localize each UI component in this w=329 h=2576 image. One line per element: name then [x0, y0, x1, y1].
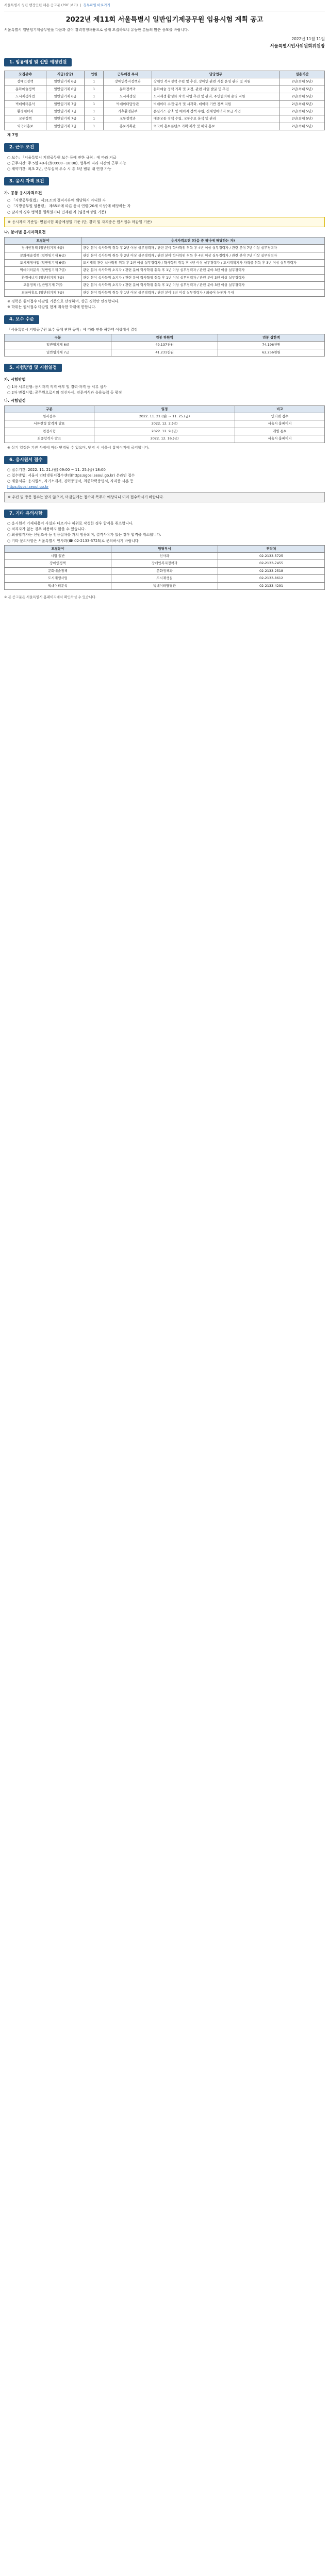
bullet-mark: ○	[7, 533, 12, 537]
table-cell: 관련 분야 석사학위 소지자 / 관련 분야 학사학위 취득 후 1년 이상 실무경력자 / 관련 분야 3년 이상 실무경력자	[81, 267, 325, 274]
table-cell: 일반임기제 7급	[5, 349, 111, 356]
table-cell: 도시재생실	[104, 93, 152, 100]
table-cell: 시험 일반	[5, 553, 111, 560]
table-cell: 외국어홍보 (일반임기제 7급)	[5, 289, 81, 296]
table-row	[5, 560, 325, 567]
list-item	[7, 538, 325, 544]
table-cell: 2년(최대 5년)	[280, 123, 325, 130]
section-2-header: 2. 근무 조건	[4, 143, 39, 151]
table-cell: 2년(최대 5년)	[280, 78, 325, 86]
table-cell: 관련 분야 학사학위 취득 후 1년 이상 실무경력자 / 관련 분야 3년 이상 실무경력자 / 외국어 능통자 우대	[81, 289, 325, 296]
column-header: 구분	[5, 405, 94, 413]
table-cell: 온실가스 감축 및 에너지 정책 수립, 신재생에너지 보급 사업	[152, 108, 279, 115]
table-cell: 2년(최대 5년)	[280, 115, 325, 123]
table-cell: 일반임기제 6급	[46, 86, 85, 93]
table-cell: 원서접수	[5, 413, 94, 420]
breadcrumb: 서울특별시 청년 행정인턴 채용 공고문 (PDF 보기)	[4, 3, 78, 7]
column-header: 인원	[85, 71, 104, 78]
list-item	[7, 204, 325, 209]
list-item-text: 남자의 경우 병역을 필하였거나 면제된 자 (임용예정일 기준)	[11, 210, 106, 214]
attachment-link[interactable]: 첨부파일 바로가기	[83, 3, 110, 7]
table-cell: 2년(최대 5년)	[280, 100, 325, 108]
column-header: 모집분야	[5, 71, 46, 78]
column-header: 비고	[235, 405, 325, 413]
list-item-text: 최종합격자는 신원조사 등 임용절차를 거쳐 임용되며, 결격사유가 있는 경우 합격을 취소합니다.	[11, 533, 161, 537]
table-cell: 외국어 홍보콘텐츠 기획·제작 및 해외 홍보	[152, 123, 279, 130]
section-7-header: 7. 기타 유의사항	[4, 510, 47, 518]
table-cell: 2년(최대 5년)	[280, 108, 325, 115]
bullet-mark: ○	[7, 391, 12, 395]
table-row	[5, 289, 325, 296]
table-cell: 1	[85, 86, 104, 93]
bullet-mark: ○	[7, 167, 12, 172]
bullet-mark: ○	[7, 479, 12, 484]
table-cell: 1	[85, 123, 104, 130]
table-cell: 장애인복지정책과	[104, 78, 152, 86]
bullet-mark: ○	[7, 155, 12, 160]
table-cell: 02-2133-4291	[218, 582, 325, 589]
table-cell: 빅데이터 수집·분석 및 시각화, 데이터 기반 정책 지원	[152, 100, 279, 108]
section-3-header: 3. 응시 자격 요건	[4, 177, 49, 185]
table-cell: 빅데이터담당관	[111, 582, 218, 589]
contact-table	[4, 545, 325, 590]
bullet-mark: ○	[7, 204, 12, 209]
qualification-table	[4, 237, 325, 297]
table-cell: 교통정책 (일반임기제 7급)	[5, 282, 81, 289]
table-cell: 장애인정책	[5, 560, 111, 567]
table-cell: 도시계획 관련 석사학위 취득 후 2년 이상 실무경력자 / 학사학위 취득 후 4년 이상 실무경력자 / 도시계획기사 자격증 취득 후 3년 이상 실무경력자	[81, 260, 325, 267]
salary-table	[4, 334, 325, 357]
issuing-agency: 서울특별시인사위원회위원장	[270, 44, 325, 49]
bullet-mark: ○	[7, 468, 12, 472]
table-cell: 외국어홍보	[5, 123, 46, 130]
bullet-mark: ○	[7, 198, 12, 203]
table-row	[5, 575, 325, 582]
table-cell: 관련 분야 석사학위 소지자 / 관련 분야 학사학위 취득 후 1년 이상 실무경력자 / 관련 분야 3년 이상 실무경력자	[81, 282, 325, 289]
table-cell: 장애인정책	[5, 78, 46, 86]
table-cell: 일반임기제 6급	[46, 78, 85, 86]
table-cell: 일반임기제 6급	[46, 93, 85, 100]
table-cell: 02-2133-5725	[218, 553, 325, 560]
table-cell: 교통정책과	[104, 115, 152, 123]
list-item	[7, 467, 325, 472]
table-row	[5, 267, 325, 274]
list-item	[7, 384, 325, 389]
list-item	[7, 532, 325, 537]
table-row	[5, 93, 325, 100]
table-cell: 일반임기제 7급	[46, 115, 85, 123]
table-cell: 02-2133-2518	[218, 567, 325, 574]
table-cell: 일반임기제 7급	[46, 123, 85, 130]
exam-method-heading: 가. 시험방법	[4, 377, 26, 382]
table-cell: 장애인정책 (일반임기제 6급)	[5, 245, 81, 252]
list-item-text: 접수방법: 서울시 인터넷원서접수센터(https://gosi.seoul.go.kr) 온라인 접수	[11, 473, 135, 478]
table-row	[5, 260, 325, 267]
table-cell: 문화예술 정책 기획 및 조정, 관련 사업 발굴 및 추진	[152, 86, 279, 93]
table-cell: 41,231천원	[111, 349, 218, 356]
table-row	[5, 100, 325, 108]
top-bar: 서울특별시 청년 행정인턴 채용 공고문 (PDF 보기) | 첨부파일 바로가기	[4, 2, 325, 11]
table-cell: 도시재생사업	[5, 93, 46, 100]
list-item	[7, 473, 325, 478]
page-title: 2022년 제11회 서울특별시 일반임기제공무원 임용시험 계획 공고	[65, 16, 264, 24]
list-item	[7, 521, 325, 526]
column-header: 임용기간	[280, 71, 325, 78]
table-cell: 빅데이터분석	[5, 582, 111, 589]
list-item-text: 제출서류: 응시원서, 자기소개서, 경력증명서, 최종학력증명서, 자격증 사본 등	[11, 479, 134, 484]
bullet-mark: ○	[7, 527, 12, 532]
list-item-text: 1차 서류전형: 응시자격 적격 여부 및 경력·자격 등 서류 심사	[11, 385, 107, 389]
table-cell: 2022. 12. 2.(금)	[94, 420, 235, 428]
table-cell: 도시재생 활성화 지역 사업 추진 및 관리, 주민협의체 운영 지원	[152, 93, 279, 100]
list-item	[7, 390, 325, 395]
table-cell: 74,196천원	[218, 342, 325, 349]
table-row	[5, 435, 325, 443]
column-header: 근무예정 부서	[104, 71, 152, 78]
table-cell: 서울시 홈페이지	[235, 420, 325, 428]
table-row	[5, 245, 325, 252]
section-5-header: 5. 시험방법 및 시험일정	[4, 364, 62, 372]
bullet-mark: ○	[7, 210, 12, 214]
table-row	[5, 342, 325, 349]
table-row	[5, 252, 325, 259]
table-cell: 문화정책과	[104, 86, 152, 93]
section-6-header: 6. 응시원서 접수	[4, 456, 47, 464]
table-cell: 2022. 12. 16.(금)	[94, 435, 235, 443]
table-row	[5, 78, 325, 86]
table-cell: 개별 통보	[235, 428, 325, 435]
table-cell: 관련 분야 석사학위 소지자 / 관련 분야 학사학위 취득 후 1년 이상 실무경력자 / 관련 분야 3년 이상 실무경력자	[81, 274, 325, 281]
table-cell: 도시재생사업	[5, 575, 111, 582]
qualification-basis-note: ※ 응시자격 기준일: 면접시험 최종예정일 기준 (단, 경력 및 자격증은 원서접수 마감일 기준)	[4, 217, 325, 227]
table-row	[5, 553, 325, 560]
table-cell: 장애인복지정책과	[111, 560, 218, 567]
table-cell: 2022. 12. 9.(금)	[94, 428, 235, 435]
table-row	[5, 420, 325, 428]
column-header: 연락처	[218, 545, 325, 552]
table-cell: 환경에너지	[5, 108, 46, 115]
table-cell: 문화예술정책	[5, 567, 111, 574]
application-warning: ※ 우편 및 방문 접수는 받지 않으며, 마감일에는 접속자 폭주가 예상되니 미리 접수하시기 바랍니다.	[4, 492, 325, 502]
bullet-mark: ○	[7, 385, 12, 389]
exam-schedule-heading: 나. 시험일정	[4, 398, 26, 403]
table-cell: 49,137천원	[111, 342, 218, 349]
footer-note: ※ 본 공고문은 서울특별시 홈페이지에서 확인하실 수 있습니다.	[4, 595, 96, 600]
table-cell: 대중교통 정책 수립, 교통수요 분석 및 관리	[152, 115, 279, 123]
list-item-text: 기타 문의사항은 서울특별시 인사과(☎ 02-2133-5725)로 문의하시기 바랍니다.	[11, 538, 140, 543]
list-item-text: 계약기간: 최초 2년, 근무실적 우수 시 총 5년 범위 내 연장 가능	[11, 167, 111, 172]
table-row	[5, 349, 325, 356]
table-cell: 2년(최대 5년)	[280, 86, 325, 93]
table-cell: 62,256천원	[218, 349, 325, 356]
table-cell: 02-2133-7455	[218, 560, 325, 567]
notice-date: 2022년 11월 11일	[291, 37, 325, 42]
table-cell: 도시재생사업 (일반임기제 6급)	[5, 260, 81, 267]
list-item-text: 「지방공무원 임용령」 제65조에 따른 응시 연령(20세 이상)에 해당하는 자	[11, 204, 131, 209]
table-row	[5, 108, 325, 115]
table-cell: 빅데이터담당관	[104, 100, 152, 108]
table-cell: 문화정책과	[111, 567, 218, 574]
list-item	[7, 155, 325, 160]
application-site-link[interactable]: https://gosi.seoul.go.kr	[7, 485, 49, 489]
table-cell: 인터넷 접수	[235, 413, 325, 420]
table-cell: 장애인 복지정책 수립 및 추진, 장애인 관련 시설 운영 관리 및 지원	[152, 78, 279, 86]
table-row	[5, 282, 325, 289]
bullet-mark: ○	[7, 161, 12, 165]
list-item	[7, 304, 325, 310]
list-item	[7, 210, 325, 215]
list-item	[7, 299, 325, 304]
table-row	[5, 567, 325, 574]
column-header: 연봉 하한액	[111, 334, 218, 341]
section-1-header: 1. 임용예정 및 선발 예정인원	[4, 58, 72, 66]
table-cell: 빅데이터분석	[5, 100, 46, 108]
table-cell: 관련 분야 석사학위 취득 후 2년 이상 실무경력자 / 관련 분야 학사학위 취득 후 4년 이상 실무경력자 / 관련 분야 7년 이상 실무경력자	[81, 245, 325, 252]
table-cell: 문화예술정책	[5, 86, 46, 93]
table-row	[5, 274, 325, 281]
positions-total: 계 7명	[7, 133, 18, 138]
list-item-text: 근무시간: 주 5일 40시간(09:00~18:00), 업무에 따라 시간외 근무 가능	[11, 161, 127, 165]
table-row	[5, 413, 325, 420]
list-item-text: 보수: 「서울특별시 지방공무원 보수 등에 관한 규칙」에 따라 지급	[11, 155, 117, 160]
table-cell: 2022. 11. 21.(월) ~ 11. 25.(금)	[94, 413, 235, 420]
column-header: 응시자격요건 (다음 중 하나에 해당하는 자)	[81, 237, 325, 244]
table-cell: 1	[85, 78, 104, 86]
table-cell: 빅데이터분석 (일반임기제 7급)	[5, 267, 81, 274]
table-cell: 기후환경본부	[104, 108, 152, 115]
list-item-text: ※ 학위는 원서접수 마감일 현재 취득한 학위에 한합니다.	[7, 305, 96, 310]
table-cell: 도시재생실	[111, 575, 218, 582]
table-cell: 홍보기획관	[104, 123, 152, 130]
table-cell: 1	[85, 108, 104, 115]
table-cell: 일반임기제 6급	[5, 342, 111, 349]
column-header: 일정	[94, 405, 235, 413]
column-header: 담당부서	[111, 545, 218, 552]
bullet-mark: ○	[7, 521, 12, 526]
bullet-mark: ○	[7, 538, 12, 543]
schedule-note: ※ 상기 일정은 기관 사정에 따라 변경될 수 있으며, 변경 시 서울시 홈페이지에 공지합니다.	[7, 445, 150, 450]
common-qualification-heading: 가. 공통 응시자격요건	[4, 191, 42, 196]
table-cell: 관련 분야 석사학위 취득 후 2년 이상 실무경력자 / 관련 분야 학사학위 취득 후 4년 이상 실무경력자 / 관련 분야 7년 이상 실무경력자	[81, 252, 325, 259]
table-cell: 문화예술정책 (일반임기제 6급)	[5, 252, 81, 259]
list-item	[7, 527, 325, 532]
schedule-table	[4, 405, 325, 443]
table-cell: 교통정책	[5, 115, 46, 123]
table-cell: 최종합격자 발표	[5, 435, 94, 443]
field-qualification-heading: 나. 분야별 응시자격요건	[4, 229, 46, 234]
table-row	[5, 582, 325, 589]
column-header: 모집분야	[5, 237, 81, 244]
list-item-text: 접수기간: 2022. 11. 21.(월) 09:00 ~ 11. 25.(금) 18:00	[11, 468, 106, 472]
column-header: 구분	[5, 334, 111, 341]
table-cell: 인사과	[111, 553, 218, 560]
table-cell: 1	[85, 115, 104, 123]
table-cell: 2년(최대 5년)	[280, 93, 325, 100]
table-cell: 1	[85, 93, 104, 100]
list-item-text: ※ 경력은 원서접수 마감일 기준으로 산정하며, 상근 경력만 인정합니다.	[7, 299, 120, 304]
column-header: 담당업무	[152, 71, 279, 78]
salary-intro: 「서울특별시 지방공무원 보수 등에 관한 규칙」에 따라 연봉 하한액 이상에서 결정	[7, 327, 138, 332]
table-cell: 1	[85, 100, 104, 108]
table-row	[5, 123, 325, 130]
bullet-mark: ○	[7, 473, 12, 478]
notice-page	[0, 0, 329, 611]
list-item-text: 적격자가 없는 경우 채용하지 않을 수 있습니다.	[11, 527, 86, 532]
table-row	[5, 115, 325, 123]
table-cell: 면접시험	[5, 428, 94, 435]
column-header: 모집분야	[5, 545, 111, 552]
column-header: 직급(상당)	[46, 71, 85, 78]
list-item	[7, 479, 325, 484]
section-4-header: 4. 보수 수준	[4, 315, 39, 324]
list-item	[7, 166, 325, 172]
table-cell: 일반임기제 7급	[46, 108, 85, 115]
list-item-text: 「지방공무원법」 제31조의 결격사유에 해당하지 아니한 자	[11, 198, 106, 203]
table-cell: 환경에너지 (일반임기제 7급)	[5, 274, 81, 281]
column-header: 연봉 상한액	[218, 334, 325, 341]
table-row	[5, 86, 325, 93]
list-item-text: 응시원서 기재내용이 사실과 다르거나 허위로 작성한 경우 합격을 취소합니다.	[11, 521, 134, 526]
positions-table	[4, 71, 325, 130]
table-cell: 서울시 홈페이지	[235, 435, 325, 443]
list-item	[7, 198, 325, 203]
table-cell: 일반임기제 7급	[46, 100, 85, 108]
table-cell: 02-2133-8612	[218, 575, 325, 582]
list-item-text: 2차 면접시험: 공무원으로서의 정신자세, 전문지식과 응용능력 등 평정	[11, 391, 122, 395]
table-row	[5, 428, 325, 435]
table-cell: 서류전형 합격자 발표	[5, 420, 94, 428]
intro-text: 서울특별시 일반임기제공무원을 다음과 같이 경력경쟁채용으로 공개 모집하오니 유능한 분들의 많은 응모를 바랍니다.	[4, 28, 189, 32]
list-item	[7, 161, 325, 166]
